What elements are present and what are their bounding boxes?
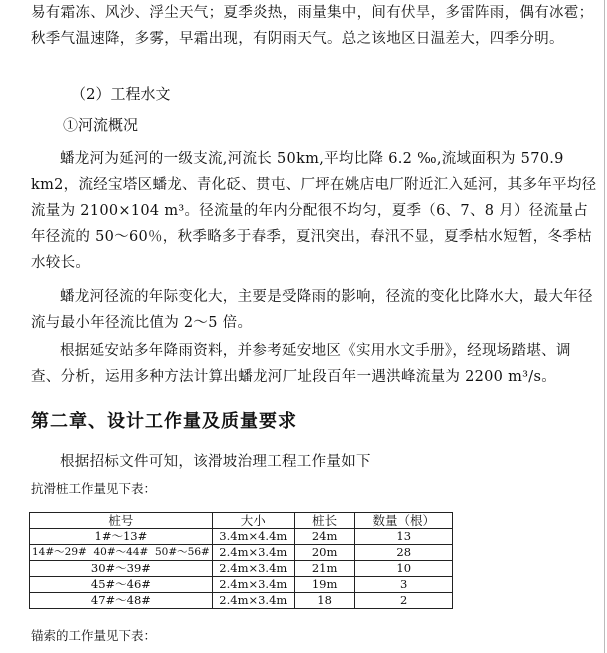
cell-quantity: 3 <box>355 577 453 593</box>
table-row <box>30 529 453 545</box>
river-intro-paragraph: 蟠龙河为延河的一级支流,河流长 50km,平均比降 6.2 ‰,流域面积为 570.9 km2，流经宝塔区蟠龙、青化砭、贯屯、厂坪在姚店电厂附近汇入延河，其多年平均径流量为 2100×104 m³。径流量的年内分配很不均匀，夏季（6、7、8 月）径流量占年径流的 50～60％，秋季略多于春季，夏汛突出，春汛不显，夏季枯水短暂，冬季枯水较长。 <box>31 151 597 271</box>
cell-pile-length: 18 <box>294 593 355 609</box>
climate-paragraph: 易有霜冻、风沙、浮尘天气；夏季炎热，雨量集中，间有伏旱，多雷阵雨，偶有冰雹；秋季气温速降，多雾，早霜出现，有阴雨天气。总之该地区日温差大，四季分明。 <box>31 5 594 47</box>
cell-quantity: 2 <box>355 593 453 609</box>
cell-pile-length: 19m <box>294 577 355 593</box>
cell-pile-length: 21m <box>294 561 355 577</box>
pile-workload-table <box>29 512 453 609</box>
cell-size: 2.4m×3.4m <box>212 577 294 593</box>
header-size: 大小 <box>212 513 294 529</box>
chapter-intro-paragraph: 根据招标文件可知，该滑坡治理工程工作量如下 <box>60 454 371 470</box>
table-row <box>30 561 453 577</box>
header-pile-number: 桩号 <box>30 513 213 529</box>
table-row <box>30 577 453 593</box>
header-quantity: 数量（根） <box>355 513 453 529</box>
pile-table-caption: 抗滑桩工作量见下表： <box>31 481 157 496</box>
section-heading: （2）工程水文 <box>71 85 171 103</box>
header-pile-length: 桩长 <box>294 513 355 529</box>
cell-pile-number: 45#～46# <box>30 577 213 593</box>
cell-pile-number: 47#～48# <box>30 593 213 609</box>
table-header-row <box>30 513 453 529</box>
cell-pile-number: 14#～29# 40#～44# 50#～56# <box>30 545 213 561</box>
cell-pile-length: 24m <box>294 529 355 545</box>
cell-size: 3.4m×4.4m <box>212 529 294 545</box>
subsection-heading: ①河流概况 <box>63 116 139 134</box>
cell-size: 2.4m×3.4m <box>212 545 294 561</box>
cell-pile-length: 20m <box>294 545 355 561</box>
chapter-heading: 第二章、设计工作量及质量要求 <box>31 411 297 432</box>
cell-pile-number: 1#～13# <box>30 529 213 545</box>
table-row <box>30 545 453 561</box>
cell-quantity: 13 <box>355 529 453 545</box>
page-edge-divider <box>604 0 605 653</box>
flood-calc-paragraph: 根据延安站多年降雨资料，并参考延安地区《实用水文手册》，经现场踏堪、调查、分析，运用多种方法计算出蟠龙河厂址段百年一遇洪峰流量为 2200 m³/s。 <box>31 343 571 385</box>
table-row <box>30 593 453 609</box>
cell-size: 2.4m×3.4m <box>212 561 294 577</box>
cell-quantity: 28 <box>355 545 453 561</box>
runoff-variation-paragraph: 蟠龙河径流的年际变化大，主要是受降雨的影响，径流的变化比降水大，最大年径流与最小年径流比值为 2～5 倍。 <box>31 289 593 331</box>
cell-quantity: 10 <box>355 561 453 577</box>
cell-pile-number: 30#～39# <box>30 561 213 577</box>
anchor-table-caption: 锚索的工作量见下表： <box>31 628 157 643</box>
cell-size: 2.4m×3.4m <box>212 593 294 609</box>
